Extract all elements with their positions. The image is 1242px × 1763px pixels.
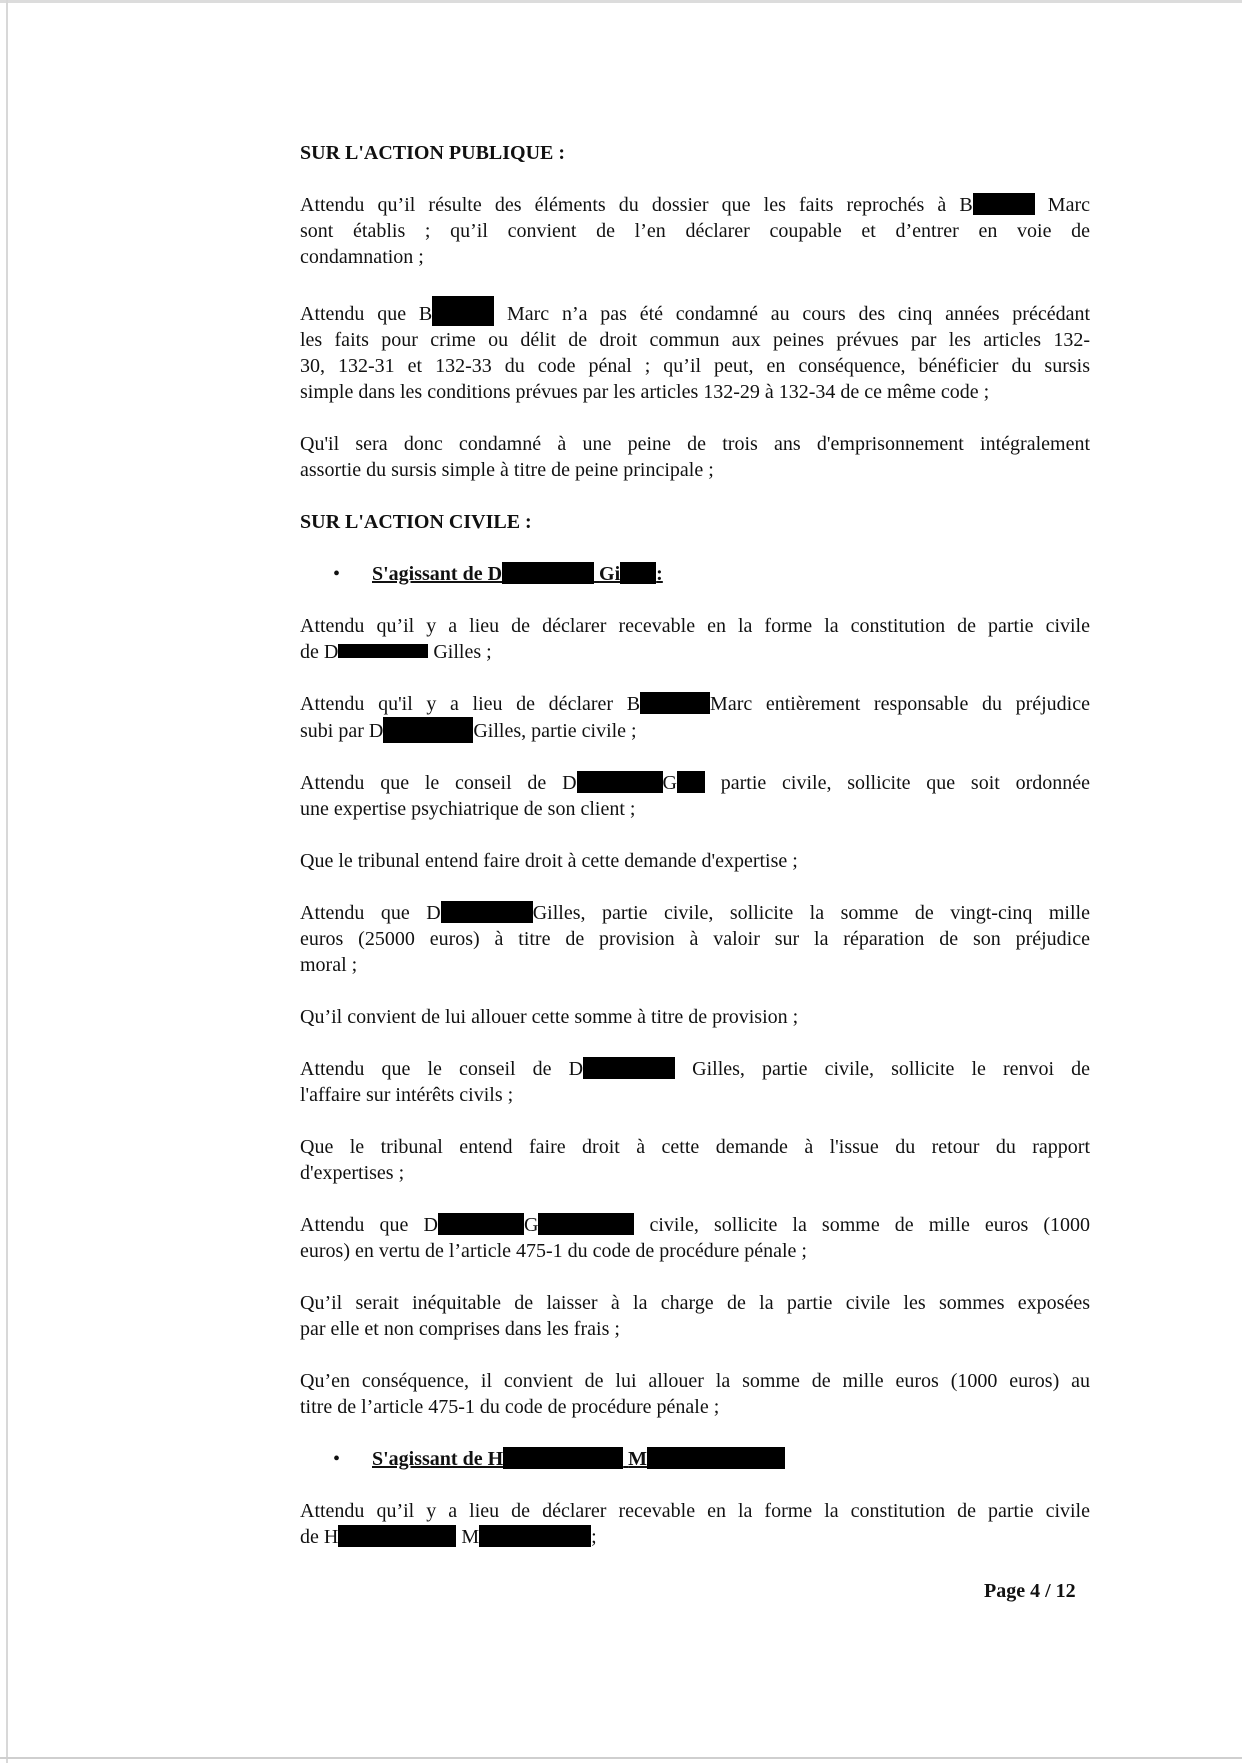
scan-edge-left xyxy=(6,0,8,1763)
text-line xyxy=(300,192,1090,218)
paragraph-provision-granted xyxy=(300,1004,1090,1030)
text-line: titre de l’article 475-1 du code de procédure pénale ; xyxy=(300,1396,720,1418)
text-fragment: subi par D xyxy=(300,720,384,742)
scan-edge-bottom xyxy=(0,1757,1242,1759)
text-fragment: de H xyxy=(300,1526,339,1548)
text-fragment: G xyxy=(662,772,677,794)
text-fragment: Attendu que D xyxy=(300,902,441,924)
redaction-bar xyxy=(647,1447,785,1469)
text-fragment: Gilles, partie civile ; xyxy=(473,720,637,742)
text-fragment: de D xyxy=(300,641,339,663)
redaction-bar xyxy=(383,717,473,743)
text-fragment: Marc n’a pas été condamné au cours des cinq années précédant xyxy=(506,303,1091,325)
text-fragment: Attendu que B xyxy=(300,303,433,325)
text-line xyxy=(300,296,1090,327)
text-fragment: G xyxy=(523,1214,539,1236)
text-line: Que le tribunal entend faire droit à cette demande d'expertise ; xyxy=(300,850,798,872)
text-fragment: Gi xyxy=(599,563,621,585)
text-fragment: Attendu que le conseil de D xyxy=(300,1058,584,1080)
text-fragment: civile, sollicite la somme de mille euros (1000 xyxy=(649,1214,1090,1236)
text-line xyxy=(300,691,1090,717)
text-fragment: : xyxy=(656,563,663,585)
text-line xyxy=(300,1524,1090,1550)
text-line: condamnation ; xyxy=(300,246,424,268)
paragraph-recevable-1 xyxy=(300,613,1090,665)
section-heading-public: SUR L'ACTION PUBLIQUE : xyxy=(300,142,566,164)
text-fragment: partie civile, sollicite que soit ordonnée xyxy=(720,772,1090,794)
redaction-bar xyxy=(577,771,663,793)
scan-edge-top xyxy=(0,0,1242,3)
text-line: Qu'il sera donc condamné à une peine de trois ans d'emprisonnement intégralement xyxy=(300,433,1090,455)
paragraph-recevable-2 xyxy=(300,1498,1090,1550)
paragraph-provision-request xyxy=(300,900,1090,978)
sub-heading-text xyxy=(372,1448,785,1470)
paragraph-guilt xyxy=(300,192,1090,270)
section-heading-civile: SUR L'ACTION CIVILE : xyxy=(300,511,532,533)
redaction-bar xyxy=(538,1213,634,1235)
paragraph-expertise-granted xyxy=(300,848,1090,874)
text-line: Attendu qu’il y a lieu de déclarer recevable en la forme la constitution de partie civile xyxy=(300,1500,1090,1522)
paragraph-responsable xyxy=(300,691,1090,744)
text-fragment: Attendu que le conseil de D xyxy=(300,772,577,794)
text-line: moral ; xyxy=(300,954,358,976)
text-fragment: Gilles, partie civile, sollicite le renvoi de xyxy=(692,1058,1091,1080)
text-line: les faits pour crime ou délit de droit commun aux peines prévues par les articles 132- xyxy=(300,329,1090,351)
text-line: euros (25000 euros) à titre de provision à valoir sur la réparation de son préjudice xyxy=(300,928,1090,950)
text-line: l'affaire sur intérêts civils ; xyxy=(300,1084,514,1106)
redaction-bar xyxy=(677,771,705,793)
redaction-bar xyxy=(441,901,533,923)
redaction-bar xyxy=(502,562,594,584)
text-line xyxy=(300,717,1090,744)
paragraph-sentence xyxy=(300,431,1090,483)
paragraph-475-request xyxy=(300,1212,1090,1264)
paragraph-inequitable xyxy=(300,1290,1090,1342)
redaction-bar xyxy=(432,296,494,326)
text-line xyxy=(300,900,1090,926)
redaction-bar xyxy=(640,692,710,714)
redaction-bar xyxy=(583,1057,675,1079)
text-fragment: Attendu que D xyxy=(300,1214,438,1236)
text-line: par elle et non comprises dans les frais ; xyxy=(300,1318,620,1340)
text-line: euros) en vertu de l’article 475-1 du code de procédure pénale ; xyxy=(300,1240,807,1262)
redaction-bar xyxy=(503,1447,623,1469)
text-line xyxy=(300,770,1090,796)
text-fragment: ; xyxy=(591,1526,597,1548)
sub-heading-text xyxy=(372,563,663,585)
paragraph-sursis xyxy=(300,296,1090,405)
text-fragment: Attendu qu’il résulte des éléments du dossier que les faits reprochés à B xyxy=(300,194,973,216)
text-fragment: S'agissant de D xyxy=(372,563,503,585)
paragraph-expertise-request xyxy=(300,770,1090,822)
text-fragment: M xyxy=(628,1448,648,1470)
redaction-bar xyxy=(620,562,656,584)
text-fragment: M xyxy=(461,1526,480,1548)
text-line xyxy=(300,639,1090,665)
text-line xyxy=(300,1212,1090,1238)
redaction-bar xyxy=(973,193,1035,215)
redaction-bar xyxy=(338,1525,456,1547)
bullet-icon: • xyxy=(333,563,341,585)
page-number: Page 4 / 12 xyxy=(984,1580,1076,1602)
text-fragment: Marc entièrement responsable du préjudice xyxy=(710,693,1090,715)
text-line: sont établis ; qu’il convient de l’en déclarer coupable et d’entrer en voie de xyxy=(300,220,1090,242)
sub-heading-party-1 xyxy=(300,561,1090,587)
text-line: assortie du sursis simple à titre de peine principale ; xyxy=(300,459,714,481)
redaction-bar xyxy=(338,644,428,658)
text-fragment: Gilles ; xyxy=(433,641,492,663)
text-line: d'expertises ; xyxy=(300,1162,405,1184)
document-body xyxy=(300,140,1090,1576)
paragraph-renvoi-request xyxy=(300,1056,1090,1108)
bullet-icon: • xyxy=(333,1448,341,1470)
text-fragment: S'agissant de H xyxy=(372,1448,504,1470)
text-line xyxy=(300,1056,1090,1082)
paragraph-renvoi-granted xyxy=(300,1134,1090,1186)
text-fragment: Gilles, partie civile, sollicite la somme de vingt-cinq mille xyxy=(532,902,1090,924)
text-line: Qu’en conséquence, il convient de lui allouer la somme de mille euros (1000 euros) au xyxy=(300,1370,1090,1392)
text-line: Qu’il serait inéquitable de laisser à la charge de la partie civile les sommes exposées xyxy=(300,1292,1090,1314)
paragraph-475-granted xyxy=(300,1368,1090,1420)
text-line: 30, 132-31 et 132-33 du code pénal ; qu’il peut, en conséquence, bénéficier du sursis xyxy=(300,355,1090,377)
redaction-bar xyxy=(438,1213,524,1235)
sub-heading-party-2 xyxy=(300,1446,1090,1472)
text-line: Que le tribunal entend faire droit à cette demande à l'issue du retour du rapport xyxy=(300,1136,1090,1158)
text-line: simple dans les conditions prévues par les articles 132-29 à 132-34 de ce même code ; xyxy=(300,381,990,403)
text-fragment: Attendu qu'il y a lieu de déclarer B xyxy=(300,693,641,715)
redaction-bar xyxy=(479,1525,591,1547)
text-line: Qu’il convient de lui allouer cette somme à titre de provision ; xyxy=(300,1006,799,1028)
text-fragment: Marc xyxy=(1047,194,1090,216)
text-line: une expertise psychiatrique de son client ; xyxy=(300,798,636,820)
text-line: Attendu qu’il y a lieu de déclarer recevable en la forme la constitution de partie civile xyxy=(300,615,1090,637)
